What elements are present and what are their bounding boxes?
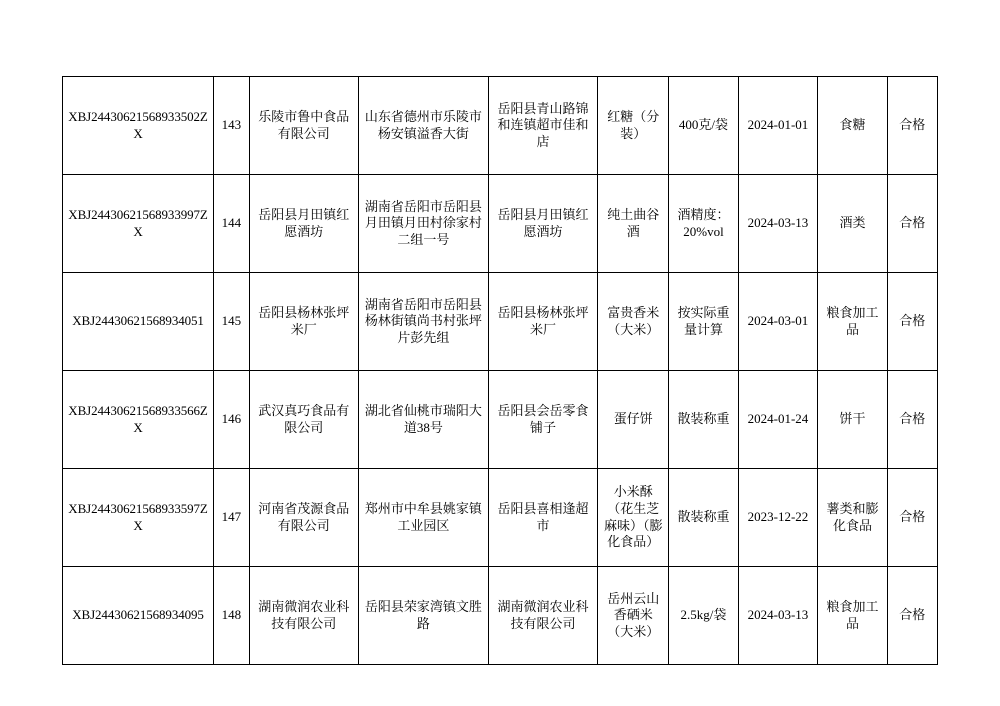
cell-category: 食糖 — [818, 77, 887, 175]
cell-producer: 河南省茂源食品有限公司 — [249, 469, 358, 567]
cell-item-name: 纯土曲谷酒 — [598, 175, 669, 273]
cell-producer-address: 郑州市中牟县姚家镇工业园区 — [358, 469, 488, 567]
cell-sampling-date: 2024-01-01 — [738, 77, 818, 175]
cell-producer: 湖南微润农业科技有限公司 — [249, 567, 358, 665]
cell-category: 酒类 — [818, 175, 887, 273]
cell-result: 合格 — [887, 175, 937, 273]
cell-seller: 岳阳县月田镇红愿酒坊 — [488, 175, 597, 273]
cell-sample-code: XBJ24430621568933997ZX — [63, 175, 214, 273]
cell-category: 薯类和膨化食品 — [818, 469, 887, 567]
cell-sequence: 146 — [214, 371, 250, 469]
cell-seller: 岳阳县杨林张坪米厂 — [488, 273, 597, 371]
cell-producer-address: 山东省德州市乐陵市杨安镇溢香大街 — [358, 77, 488, 175]
cell-sampling-date: 2024-03-01 — [738, 273, 818, 371]
cell-specification: 酒精度：20%vol — [669, 175, 738, 273]
cell-sampling-date: 2024-03-13 — [738, 175, 818, 273]
table-row — [63, 371, 938, 469]
cell-item-name: 小米酥（花生芝麻味）（膨化食品） — [598, 469, 669, 567]
cell-producer: 武汉真巧食品有限公司 — [249, 371, 358, 469]
cell-result: 合格 — [887, 469, 937, 567]
cell-result: 合格 — [887, 273, 937, 371]
cell-specification: 散装称重 — [669, 371, 738, 469]
cell-sampling-date: 2024-03-13 — [738, 567, 818, 665]
cell-category: 粮食加工品 — [818, 567, 887, 665]
table-row — [63, 175, 938, 273]
cell-specification: 2.5kg/袋 — [669, 567, 738, 665]
cell-sample-code: XBJ24430621568933502ZX — [63, 77, 214, 175]
table-row — [63, 567, 938, 665]
cell-sampling-date: 2024-01-24 — [738, 371, 818, 469]
table-row — [63, 273, 938, 371]
inspection-results-table — [62, 76, 938, 665]
cell-producer-address: 岳阳县荣家湾镇文胜路 — [358, 567, 488, 665]
table-row — [63, 469, 938, 567]
cell-sequence: 144 — [214, 175, 250, 273]
cell-item-name: 红糖（分装） — [598, 77, 669, 175]
cell-item-name: 富贵香米（大米） — [598, 273, 669, 371]
cell-item-name: 岳州云山香硒米（大米） — [598, 567, 669, 665]
cell-producer-address: 湖南省岳阳市岳阳县月田镇月田村徐家村二组一号 — [358, 175, 488, 273]
cell-result: 合格 — [887, 567, 937, 665]
cell-sequence: 148 — [214, 567, 250, 665]
cell-sequence: 147 — [214, 469, 250, 567]
cell-specification: 400克/袋 — [669, 77, 738, 175]
cell-producer-address: 湖北省仙桃市瑞阳大道38号 — [358, 371, 488, 469]
cell-sample-code: XBJ24430621568933597ZX — [63, 469, 214, 567]
cell-sample-code: XBJ24430621568933566ZX — [63, 371, 214, 469]
cell-item-name: 蛋仔饼 — [598, 371, 669, 469]
cell-category: 饼干 — [818, 371, 887, 469]
cell-sample-code: XBJ24430621568934095 — [63, 567, 214, 665]
cell-specification: 散装称重 — [669, 469, 738, 567]
inspection-table-container — [62, 76, 938, 665]
cell-sample-code: XBJ24430621568934051 — [63, 273, 214, 371]
cell-producer-address: 湖南省岳阳市岳阳县杨林街镇尚书村张坪片彭先组 — [358, 273, 488, 371]
cell-producer: 乐陵市鲁中食品有限公司 — [249, 77, 358, 175]
table-row — [63, 77, 938, 175]
cell-category: 粮食加工品 — [818, 273, 887, 371]
cell-sequence: 145 — [214, 273, 250, 371]
cell-seller: 岳阳县喜相逢超市 — [488, 469, 597, 567]
cell-sequence: 143 — [214, 77, 250, 175]
cell-seller: 湖南微润农业科技有限公司 — [488, 567, 597, 665]
cell-result: 合格 — [887, 371, 937, 469]
cell-sampling-date: 2023-12-22 — [738, 469, 818, 567]
cell-producer: 岳阳县杨林张坪米厂 — [249, 273, 358, 371]
cell-result: 合格 — [887, 77, 937, 175]
cell-specification: 按实际重量计算 — [669, 273, 738, 371]
cell-seller: 岳阳县会岳零食铺子 — [488, 371, 597, 469]
cell-seller: 岳阳县青山路锦和连镇超市佳和店 — [488, 77, 597, 175]
cell-producer: 岳阳县月田镇红愿酒坊 — [249, 175, 358, 273]
